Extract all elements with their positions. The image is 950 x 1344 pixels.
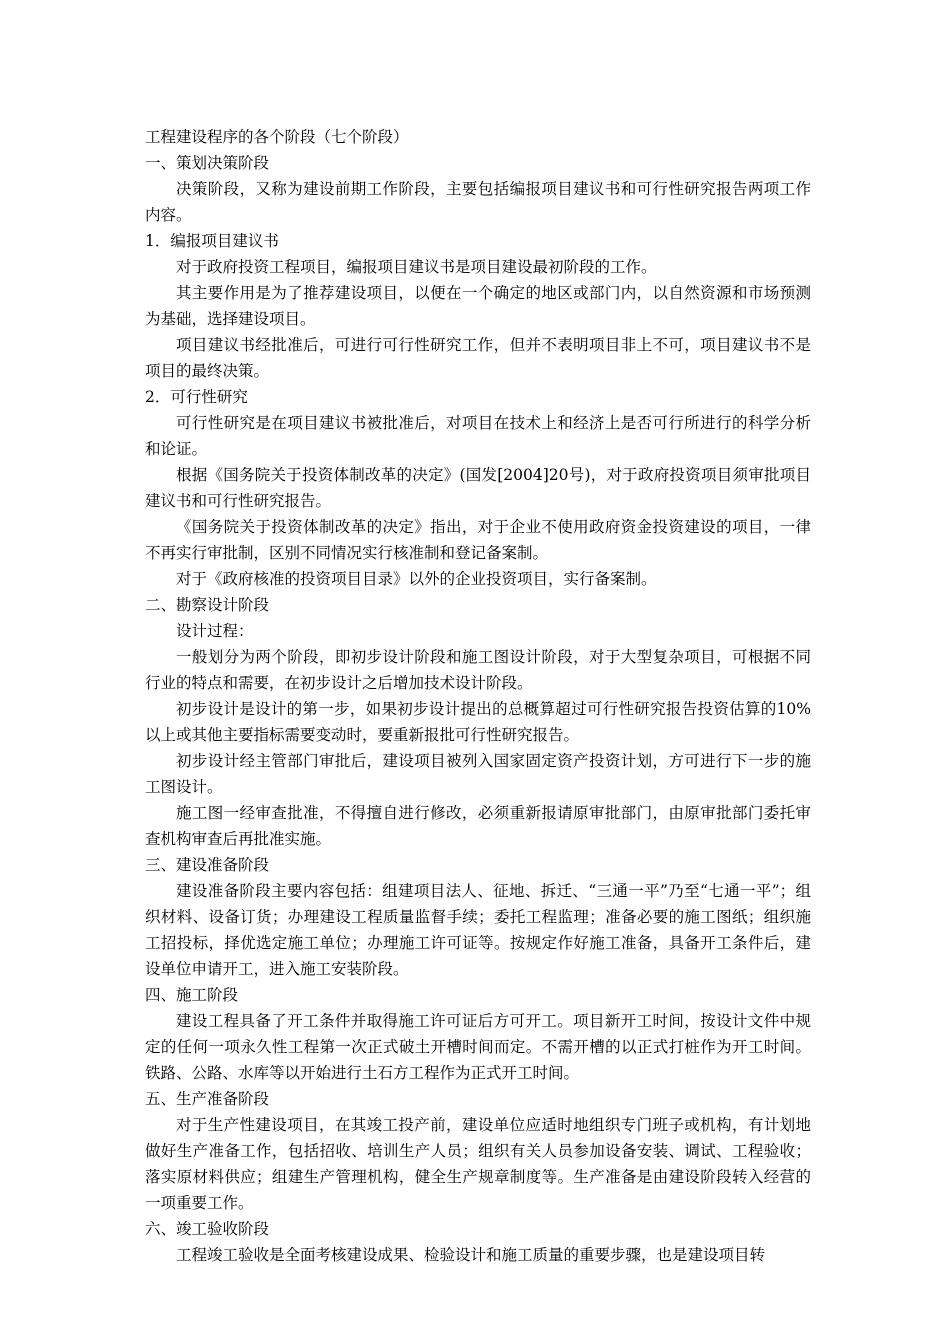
paragraph: 对于《政府核准的投资项目目录》以外的企业投资项目，实行备案制。	[176, 570, 657, 588]
section-heading: 一、策划决策阶段	[145, 154, 270, 172]
paragraph: 决策阶段，又称为建设前期工作阶段，主要包括编报项目建议书和可行性研究报告两项工作内容。	[145, 180, 811, 224]
paragraph: 初步设计是设计的第一步，如果初步设计提出的总概算超过可行性研究报告投资估算的10%以上或其他主要指标需要变动时，要重新报批可行性研究报告。	[145, 700, 811, 744]
paragraph: 一般划分为两个阶段，即初步设计阶段和施工图设计阶段，对于大型复杂项目，可根据不同行业的特点和需要，在初步设计之后增加技术设计阶段。	[145, 648, 811, 692]
section-heading: 六、竣工验收阶段	[145, 1220, 270, 1238]
paragraph: 根据《国务院关于投资体制改革的决定》(国发[2004]20号)，对于政府投资项目须审批项目建议书和可行性研究报告。	[145, 466, 811, 510]
section-heading: 五、生产准备阶段	[145, 1090, 270, 1108]
paragraph: 初步设计经主管部门审批后，建设项目被列入国家固定资产投资计划，方可进行下一步的施工图设计。	[145, 752, 811, 796]
paragraph: 对于生产性建设项目，在其竣工投产前，建设单位应适时地组织专门班子或机构，有计划地做好生产准备工作，包括招收、培训生产人员；组织有关人员参加设备安装、调试、工程验收；落实原材料供应；组建生产管理机构，健全生产规章制度等。生产准备是由建设阶段转入经营的一项重要工作。	[145, 1116, 811, 1212]
paragraph: 对于政府投资工程项目，编报项目建议书是项目建设最初阶段的工作。	[176, 258, 657, 276]
section-heading: 二、勘察设计阶段	[145, 596, 270, 614]
document-page	[145, 124, 811, 1268]
section-heading: 三、建设准备阶段	[145, 856, 270, 874]
paragraph: 项目建议书经批准后，可进行可行性研究工作，但并不表明项目非上不可，项目建议书不是项目的最终决策。	[145, 336, 811, 380]
document-title: 工程建设程序的各个阶段（七个阶段）	[145, 128, 409, 146]
section-heading: 四、施工阶段	[145, 986, 239, 1004]
subsection-heading: 1．编报项目建议书	[145, 232, 279, 250]
paragraph: 设计过程：	[176, 622, 254, 640]
paragraph: 建设准备阶段主要内容包括：组建项目法人、征地、拆迁、“三通一平”乃至“七通一平”；组织材料、设备订货；办理建设工程质量监督手续；委托工程监理；准备必要的施工图纸；组织施工招投标，择优选定施工单位；办理施工许可证等。按规定作好施工准备，具备开工条件后，建设单位申请开工，进入施工安装阶段。	[145, 882, 811, 978]
paragraph: 工程竣工验收是全面考核建设成果、检验设计和施工质量的重要步骤，也是建设项目转	[176, 1246, 766, 1264]
paragraph: 其主要作用是为了推荐建设项目，以便在一个确定的地区或部门内，以自然资源和市场预测为基础，选择建设项目。	[145, 284, 811, 328]
paragraph: 建设工程具备了开工条件并取得施工许可证后方可开工。项目新开工时间，按设计文件中规定的任何一项永久性工程第一次正式破土开槽时间而定。不需开槽的以正式打桩作为开工时间。铁路、公路、水库等以开始进行土石方工程作为正式开工时间。	[145, 1012, 811, 1082]
paragraph: 施工图一经审查批准，不得擅自进行修改，必须重新报请原审批部门，由原审批部门委托审查机构审查后再批准实施。	[145, 804, 811, 848]
subsection-heading: 2．可行性研究	[145, 388, 248, 406]
paragraph: 《国务院关于投资体制改革的决定》指出，对于企业不使用政府资金投资建设的项目，一律不再实行审批制，区别不同情况实行核准制和登记备案制。	[145, 518, 811, 562]
paragraph: 可行性研究是在项目建议书被批准后，对项目在技术上和经济上是否可行所进行的科学分析和论证。	[145, 414, 811, 458]
